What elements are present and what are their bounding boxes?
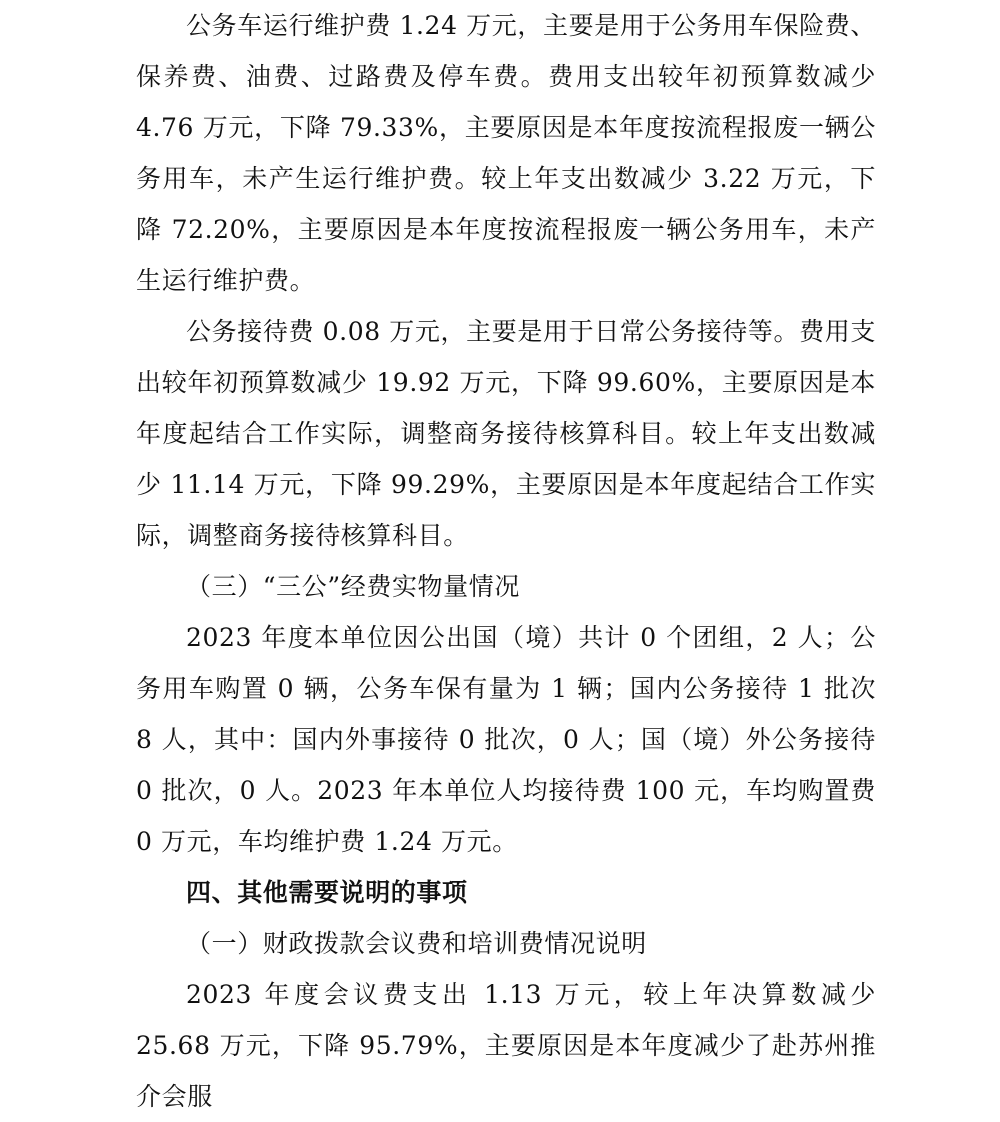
paragraph-meeting-expense: 2023 年度会议费支出 1.13 万元，较上年决算数减少 25.68 万元，下降 95.79%，主要原因是本年度减少了赴苏州推介会服 [136, 980, 876, 1111]
paragraph-vehicle-maintenance: 公务车运行维护费 1.24 万元，主要是用于公务用车保险费、保养费、油费、过路费及停车费。费用支出较年初预算数减少 4.76 万元，下降 79.33%，主要原因是本年度按流程报废一辆公务用车，未产生运行维护费。较上年支出数减少 3.22 万元，下降 72.20%，主要原因是本年度按流程报废一辆公务用车，未产生运行维护费。 [136, 11, 876, 295]
document-body [136, 0, 876, 1122]
paragraph-reception-expense: 公务接待费 0.08 万元，主要是用于日常公务接待等。费用支出较年初预算数减少 19.92 万元，下降 99.60%，主要原因是本年度起结合工作实际，调整商务接待核算科目。较上年支出数减少 11.14 万元，下降 99.29%，主要原因是本年度起结合工作实际，调整商务接待核算科目。 [136, 317, 876, 550]
subsection-one-heading: （一）财政拨款会议费和培训费情况说明 [186, 929, 647, 958]
section-four-heading: 四、其他需要说明的事项 [186, 878, 468, 907]
section-three-heading: （三）“三公”经费实物量情况 [186, 572, 520, 601]
paragraph-physical-quantity: 2023 年度本单位因公出国（境）共计 0 个团组，2 人；公务用车购置 0 辆，公务车保有量为 1 辆；国内公务接待 1 批次 8 人，其中：国内外事接待 0 批次，0 人；国（境）外公务接待 0 批次，0 人。2023 年本单位人均接待费 100 元，车均购置费 0 万元，车均维护费 1.24 万元。 [136, 623, 876, 856]
